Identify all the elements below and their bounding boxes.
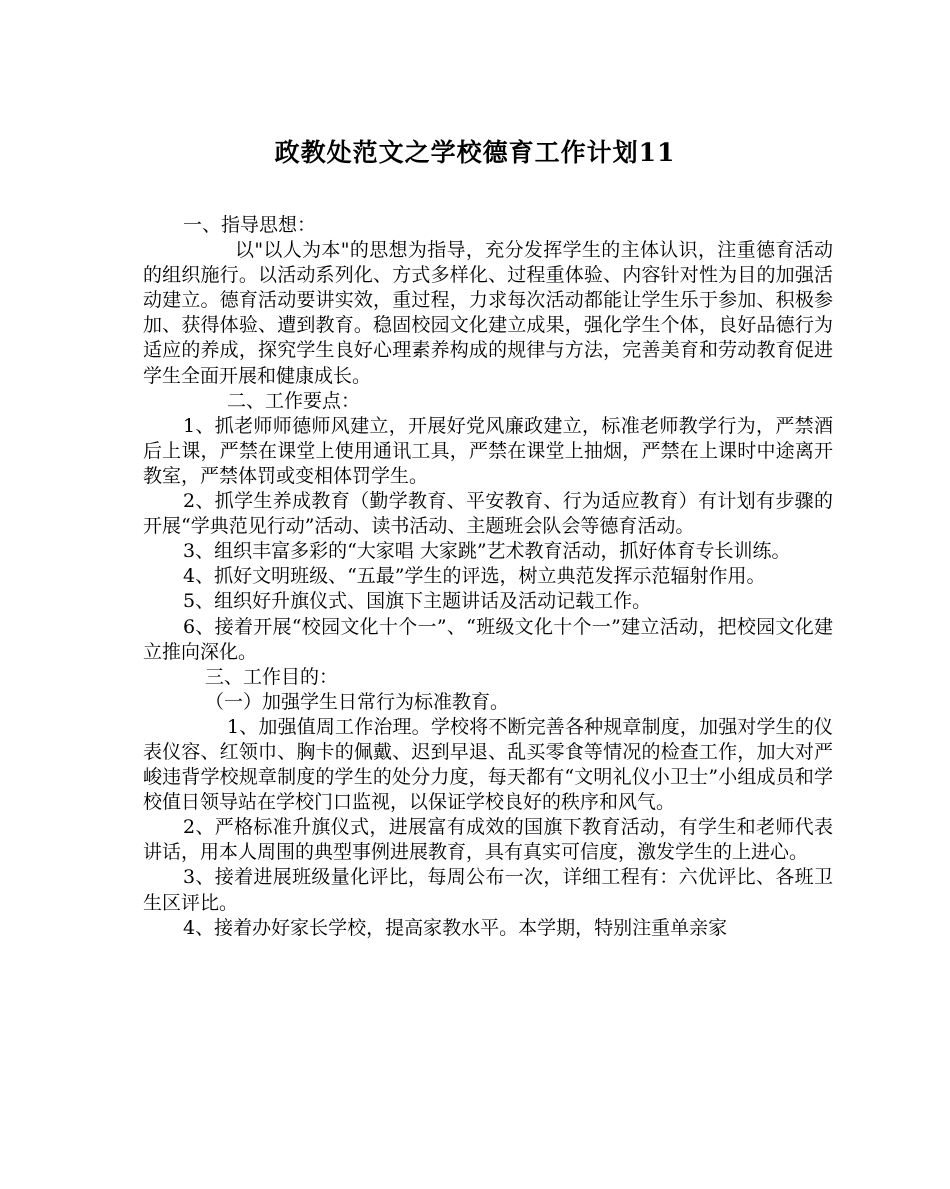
paragraph-goal-3: 3、接着进展班级量化评比，每周公布一次，详细工程有：六优评比、各班卫生区评比。 (143, 866, 833, 914)
paragraph-goal-1: 1、加强值周工作治理。学校将不断完善各种规章制度，加强对学生的仪表仪容、红领巾、胸卡的佩戴、迟到早退、乱买零食等情况的检查工作，加大对严峻违背学校规章制度的学生的处分力度，每天都有“文明礼仪小卫士”小组成员和学校值日领导站在学校门口监视，以保证学校良好的秩序和风气。 (143, 715, 833, 814)
paragraph-point-2: 2、抓学生养成教育（勤学教育、平安教育、行为适应教育）有计划有步骤的开展“学典范见行动”活动、读书活动、主题班会队会等德育活动。 (143, 490, 833, 538)
paragraph-point-1: 1、抓老师师德师风建立，开展好党风廉政建立，标准老师教学行为，严禁酒后上课，严禁在课堂上使用通讯工具，严禁在课堂上抽烟，严禁在上课时中途离开教室，严禁体罚或变相体罚学生。 (143, 414, 833, 487)
paragraph-goal-4: 4、接着办好家长学校，提高家教水平。本学期，特别注重单亲家 (183, 916, 728, 939)
paragraph-point-5: 5、组织好升旗仪式、国旗下主题讲话及活动记载工作。 (183, 590, 652, 613)
paragraph-point-3: 3、组织丰富多彩的“大家唱 大家跳”艺术教育活动，抓好体育专长训练。 (183, 540, 791, 563)
paragraph-point-4: 4、抓好文明班级、“五最”学生的评选，树立典范发挥示范辐射作用。 (183, 565, 766, 588)
subsection-heading-daily-behavior: （一）加强学生日常行为标准教育。 (205, 690, 510, 713)
document-body (143, 213, 833, 941)
section-heading-guiding-thought: 一、指导思想： (183, 214, 317, 236)
document-title: 政教处范文之学校德育工作计划11 (274, 138, 676, 167)
section-heading-work-points: 二、工作要点： (227, 389, 361, 412)
paragraph-point-6: 6、接着开展“校园文化十个一”、“班级文化十个一”建立活动，把校园文化建立推向深化。 (143, 615, 833, 663)
paragraph-guiding-thought: 以"以人为本"的思想为指导，充分发挥学生的主体认识，注重德育活动的组织施行。以活动系列化、方式多样化、过程重体验、内容针对性为目的加强活动建立。德育活动要讲实效，重过程，力求每次活动都能让学生乐于参加、积极参加、获得体验、遭到教育。稳固校园文化建立成果，强化学生个体，良好品德行为适应的养成，探究学生良好心理素养构成的规律与方法，完善美育和劳动教育促进学生全面开展和健康成长。 (143, 239, 833, 387)
section-heading-work-goals: 三、工作目的： (205, 665, 339, 688)
paragraph-goal-2: 2、严格标准升旗仪式，进展富有成效的国旗下教育活动，有学生和老师代表讲话，用本人周围的典型事例进展教育，具有真实可信度，激发学生的上进心。 (143, 816, 833, 864)
